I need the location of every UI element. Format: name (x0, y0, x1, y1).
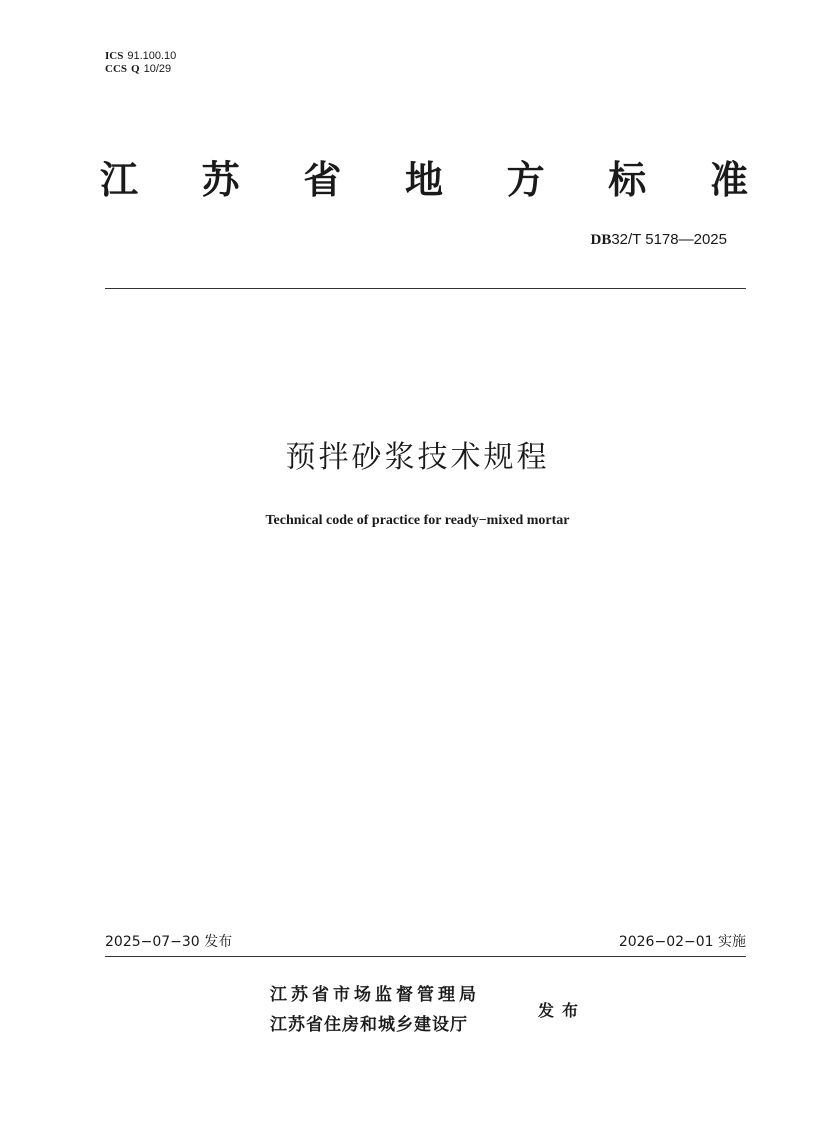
standard-number (590, 231, 727, 249)
header-divider (105, 288, 746, 289)
standard-number-prefix: DB (590, 232, 612, 248)
implement-date: 2026−02−01 实施 (618, 934, 746, 950)
classification-codes (105, 50, 176, 76)
ics-label: ICS (105, 50, 124, 62)
standard-type-char: 准 (709, 158, 748, 202)
ccs-value: 10/29 (143, 63, 172, 75)
ics-row (105, 50, 176, 63)
issue-label: 发布 (538, 1001, 587, 1020)
ccs-q: Q (131, 63, 140, 75)
footer-divider (105, 956, 746, 957)
standard-number-year: 5178—2025 (645, 231, 727, 248)
standard-number-code: 32/T (611, 231, 642, 248)
standard-type-char: 江 (100, 158, 139, 202)
document-title-en: Technical code of practice for ready−mixed mortar (265, 513, 570, 528)
issuer-housing-construction: 江苏省住房和城乡建设厅 (270, 1015, 468, 1035)
ccs-row (105, 63, 176, 76)
standard-type-char: 苏 (201, 158, 240, 202)
issuing-authorities (270, 980, 480, 1040)
standard-type-heading (100, 155, 748, 205)
standard-type-char: 省 (303, 158, 342, 202)
issuer-market-regulation: 江苏省市场监督管理局 (270, 985, 480, 1005)
standard-type-char: 地 (404, 158, 443, 202)
standard-type-char: 方 (506, 158, 545, 202)
document-title-cn: 预拌砂浆技术规程 (285, 440, 550, 475)
ccs-label: CCS (105, 63, 128, 75)
publish-date: 2025−07−30 发布 (105, 934, 233, 950)
standard-type-char: 标 (608, 158, 647, 202)
ics-value: 91.100.10 (127, 50, 177, 62)
